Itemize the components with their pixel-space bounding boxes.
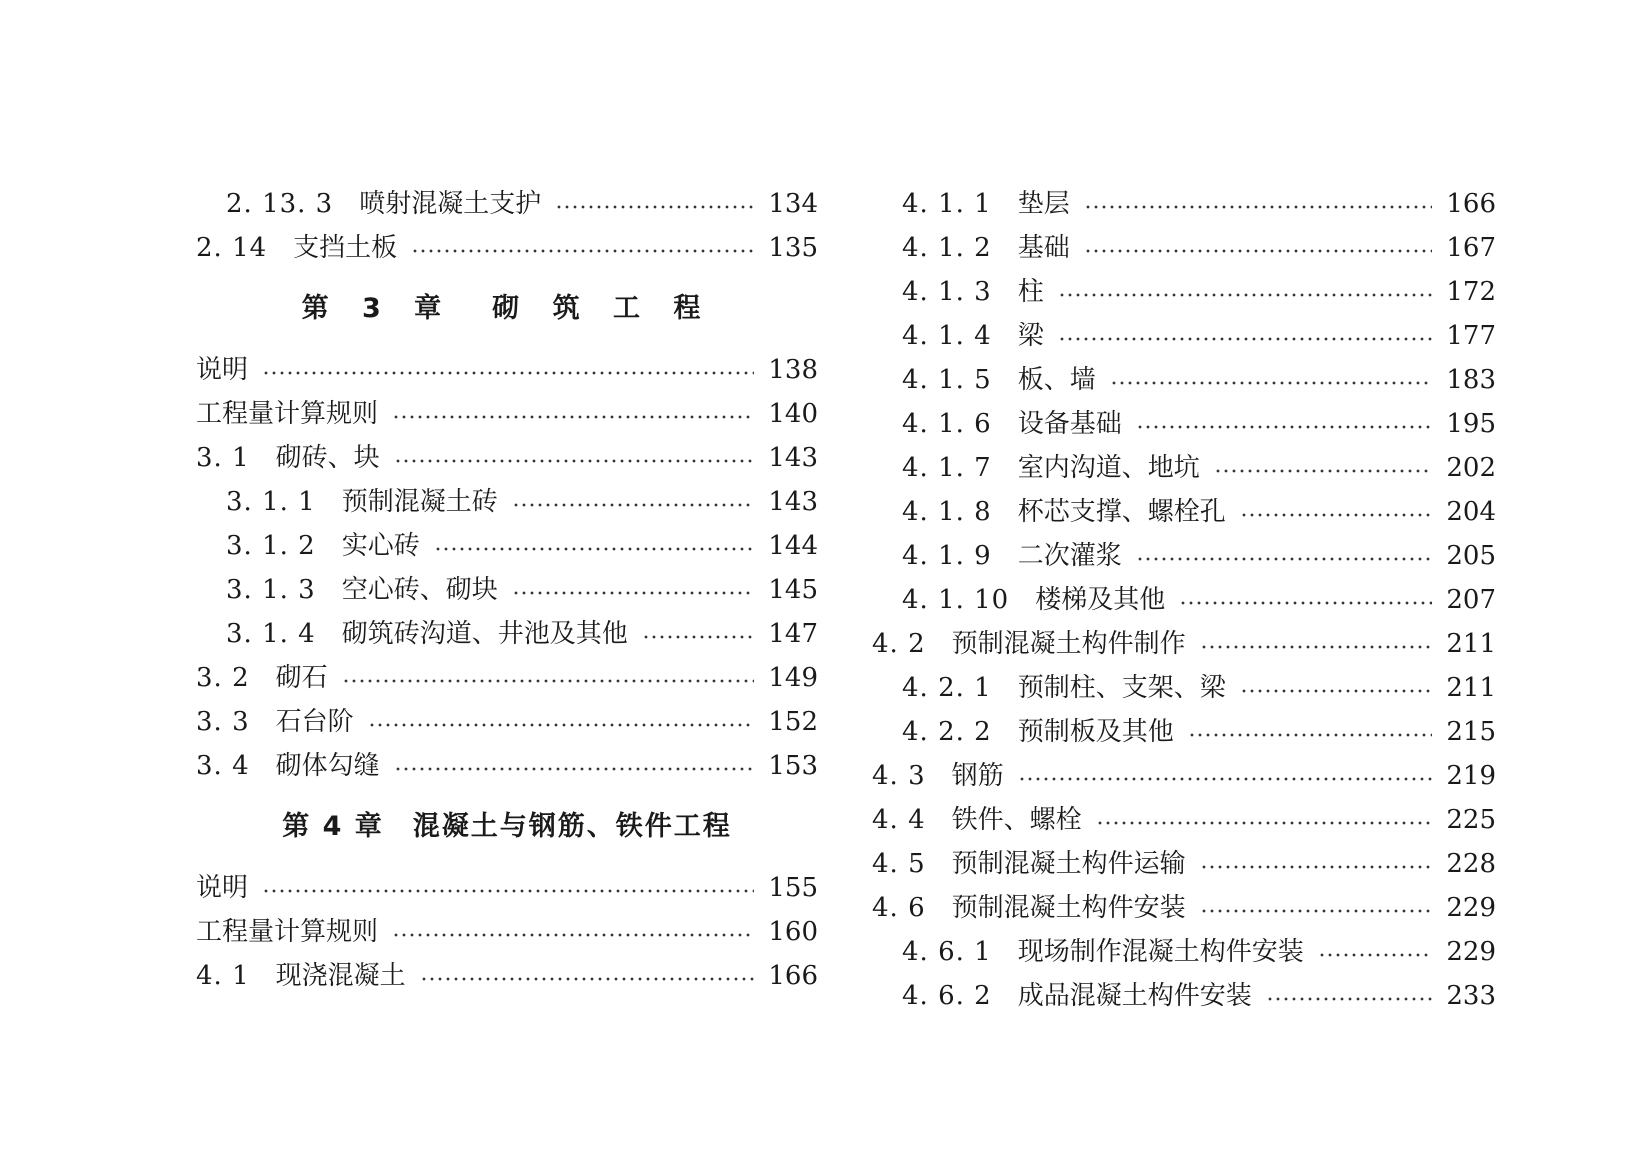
section-title: 二次灌浆 — [1017, 541, 1122, 571]
page-number: 205 — [1446, 541, 1496, 571]
section-number: 2. 13. 3 — [226, 189, 334, 219]
dot-leader — [411, 249, 754, 253]
section-title: 预制混凝土砖 — [341, 487, 498, 517]
section-number: 4. 1. 8 — [902, 497, 992, 527]
dot-leader — [420, 977, 755, 981]
dot-leader — [1266, 997, 1433, 1001]
section-number: 3. 1. 4 — [226, 619, 316, 649]
dot-leader — [394, 459, 755, 463]
dot-leader — [1200, 909, 1433, 913]
page-number: 166 — [768, 961, 818, 991]
dot-leader — [1318, 953, 1433, 957]
toc-entry[interactable] — [872, 402, 1496, 446]
dot-leader — [1179, 601, 1432, 605]
toc-entry[interactable] — [872, 182, 1496, 226]
section-number: 4. 1. 2 — [902, 233, 992, 263]
section-number: 4. 6 — [872, 893, 926, 923]
dot-leader — [1200, 865, 1433, 869]
section-number: 2. 14 — [196, 233, 268, 263]
section-title: 砌体勾缝 — [275, 751, 380, 781]
toc-entry[interactable] — [872, 578, 1496, 622]
page-number: 219 — [1446, 761, 1496, 791]
toc-entry[interactable] — [872, 842, 1496, 886]
page-number: 183 — [1446, 365, 1496, 395]
dot-leader — [1136, 557, 1433, 561]
section-number: 4. 1. 10 — [902, 585, 1010, 615]
dot-leader — [368, 723, 755, 727]
page-number: 202 — [1446, 453, 1496, 483]
section-title: 砌石 — [275, 663, 328, 693]
page-number: 229 — [1446, 937, 1496, 967]
section-title: 铁件、螺栓 — [951, 805, 1082, 835]
section-title: 喷射混凝土支护 — [359, 189, 542, 219]
section-title: 室内沟道、地坑 — [1017, 453, 1200, 483]
page-number: 172 — [1446, 277, 1496, 307]
toc-entry[interactable] — [196, 744, 818, 788]
toc-entry[interactable] — [872, 270, 1496, 314]
section-title: 设备基础 — [1017, 409, 1122, 439]
dot-leader — [1136, 425, 1433, 429]
section-title: 预制混凝土构件运输 — [951, 849, 1186, 879]
section-title: 砌筑砖沟道、井池及其他 — [341, 619, 628, 649]
dot-leader — [512, 591, 755, 595]
page-number: 229 — [1446, 893, 1496, 923]
section-title: 基础 — [1017, 233, 1070, 263]
toc-left-column — [196, 182, 818, 998]
section-title: 杯芯支撑、螺栓孔 — [1017, 497, 1226, 527]
section-number: 3. 3 — [196, 707, 250, 737]
toc-entry[interactable] — [196, 392, 818, 436]
section-title: 垫层 — [1017, 189, 1070, 219]
page-number: 225 — [1446, 805, 1496, 835]
section-title: 现浇混凝土 — [275, 961, 406, 991]
section-title: 预制混凝土构件制作 — [951, 629, 1186, 659]
section-number: 4. 4 — [872, 805, 926, 835]
section-title: 梁 — [1017, 321, 1044, 351]
section-title: 预制混凝土构件安装 — [951, 893, 1186, 923]
toc-entry[interactable] — [196, 348, 818, 392]
toc-entry[interactable] — [872, 622, 1496, 666]
section-title: 空心砖、砌块 — [341, 575, 498, 605]
dot-leader — [512, 503, 755, 507]
toc-entry[interactable] — [196, 226, 818, 270]
section-number: 3. 1. 3 — [226, 575, 316, 605]
dot-leader — [1240, 689, 1433, 693]
section-number: 3. 1 — [196, 443, 250, 473]
page-number: 147 — [768, 619, 818, 649]
toc-entry[interactable] — [196, 612, 818, 656]
page-number: 228 — [1446, 849, 1496, 879]
dot-leader — [555, 205, 754, 209]
toc-entry[interactable] — [196, 436, 818, 480]
section-number: 4. 1. 7 — [902, 453, 992, 483]
dot-leader — [262, 889, 754, 893]
section-number: 4. 1. 9 — [902, 541, 992, 571]
toc-entry[interactable] — [196, 910, 818, 954]
toc-entry[interactable] — [872, 710, 1496, 754]
page-number: 195 — [1446, 409, 1496, 439]
section-title: 钢筋 — [951, 761, 1004, 791]
dot-leader — [1058, 293, 1433, 297]
section-title: 砌砖、块 — [275, 443, 380, 473]
page-number: 207 — [1446, 585, 1496, 615]
toc-entry[interactable] — [872, 534, 1496, 578]
page-number: 134 — [768, 189, 818, 219]
toc-entry[interactable] — [872, 226, 1496, 270]
page-number: 152 — [768, 707, 818, 737]
chapter-heading: 第 3 章 砌 筑 工 程 — [301, 293, 713, 324]
section-title: 预制柱、支架、梁 — [1017, 673, 1226, 703]
toc-entry[interactable] — [872, 358, 1496, 402]
section-title: 板、墙 — [1017, 365, 1096, 395]
toc-entry[interactable] — [872, 314, 1496, 358]
toc-entry[interactable] — [872, 754, 1496, 798]
page-number: 144 — [768, 531, 818, 561]
section-title: 说明 — [196, 873, 249, 903]
section-number: 4. 5 — [872, 849, 926, 879]
section-title: 石台阶 — [275, 707, 354, 737]
toc-entry[interactable] — [872, 886, 1496, 930]
toc-entry[interactable] — [196, 656, 818, 700]
page-number: 143 — [768, 487, 818, 517]
section-number: 4. 1. 4 — [902, 321, 992, 351]
toc-entry[interactable] — [872, 798, 1496, 842]
dot-leader — [1188, 733, 1433, 737]
section-number: 3. 4 — [196, 751, 250, 781]
section-title: 预制板及其他 — [1017, 717, 1174, 747]
section-number: 4. 1 — [196, 961, 250, 991]
toc-entry[interactable] — [872, 974, 1496, 1018]
dot-leader — [1096, 821, 1433, 825]
dot-leader — [392, 415, 754, 419]
section-number: 3. 2 — [196, 663, 250, 693]
page-number: 155 — [768, 873, 818, 903]
page-number: 140 — [768, 399, 818, 429]
toc-entry[interactable] — [196, 524, 818, 568]
section-title: 工程量计算规则 — [196, 399, 379, 429]
page-number: 211 — [1446, 629, 1496, 659]
page-number: 138 — [768, 355, 818, 385]
dot-leader — [262, 371, 754, 375]
toc-entry[interactable] — [872, 446, 1496, 490]
section-title: 成品混凝土构件安装 — [1017, 981, 1252, 1011]
section-title: 柱 — [1017, 277, 1044, 307]
dot-leader — [642, 635, 755, 639]
section-number: 4. 2 — [872, 629, 926, 659]
dot-leader — [342, 679, 755, 683]
toc-entry[interactable] — [196, 480, 818, 524]
toc-entry[interactable] — [872, 490, 1496, 534]
section-number: 4. 6. 1 — [902, 937, 992, 967]
dot-leader — [1084, 205, 1433, 209]
section-number: 4. 3 — [872, 761, 926, 791]
section-title: 实心砖 — [341, 531, 420, 561]
section-number: 4. 2. 2 — [902, 717, 992, 747]
dot-leader — [394, 767, 755, 771]
page-number: 211 — [1446, 673, 1496, 703]
page-number: 160 — [768, 917, 818, 947]
section-number: 3. 1. 1 — [226, 487, 316, 517]
section-number: 4. 1. 1 — [902, 189, 992, 219]
toc-right-column — [872, 182, 1496, 1018]
dot-leader — [1110, 381, 1433, 385]
section-title: 说明 — [196, 355, 249, 385]
section-number: 4. 2. 1 — [902, 673, 992, 703]
section-number: 4. 1. 5 — [902, 365, 992, 395]
page-number: 204 — [1446, 497, 1496, 527]
dot-leader — [1018, 777, 1433, 781]
dot-leader — [392, 933, 754, 937]
toc-entry[interactable] — [196, 568, 818, 612]
section-number: 4. 6. 2 — [902, 981, 992, 1011]
page-number: 153 — [768, 751, 818, 781]
page-number: 135 — [768, 233, 818, 263]
page-number: 177 — [1446, 321, 1496, 351]
section-number: 4. 1. 6 — [902, 409, 992, 439]
page-number: 166 — [1446, 189, 1496, 219]
section-title: 工程量计算规则 — [196, 917, 379, 947]
page-number: 233 — [1446, 981, 1496, 1011]
section-number: 4. 1. 3 — [902, 277, 992, 307]
toc-entry[interactable] — [196, 182, 818, 226]
dot-leader — [1084, 249, 1433, 253]
section-number: 3. 1. 2 — [226, 531, 316, 561]
section-title: 现场制作混凝土构件安装 — [1017, 937, 1304, 967]
page-number: 145 — [768, 575, 818, 605]
toc-entry[interactable] — [196, 954, 818, 998]
toc-entry[interactable] — [196, 866, 818, 910]
page-number: 143 — [768, 443, 818, 473]
dot-leader — [434, 547, 755, 551]
chapter-heading: 第 4 章 混凝土与钢筋、铁件工程 — [282, 811, 732, 842]
section-title: 楼梯及其他 — [1035, 585, 1166, 615]
toc-entry[interactable] — [872, 930, 1496, 974]
toc-entry[interactable] — [872, 666, 1496, 710]
dot-leader — [1058, 337, 1433, 341]
dot-leader — [1214, 469, 1433, 473]
dot-leader — [1200, 645, 1433, 649]
toc-entry[interactable] — [196, 700, 818, 744]
section-title: 支挡土板 — [293, 233, 398, 263]
dot-leader — [1240, 513, 1433, 517]
page-number: 215 — [1446, 717, 1496, 747]
page-number: 167 — [1446, 233, 1496, 263]
page-number: 149 — [768, 663, 818, 693]
